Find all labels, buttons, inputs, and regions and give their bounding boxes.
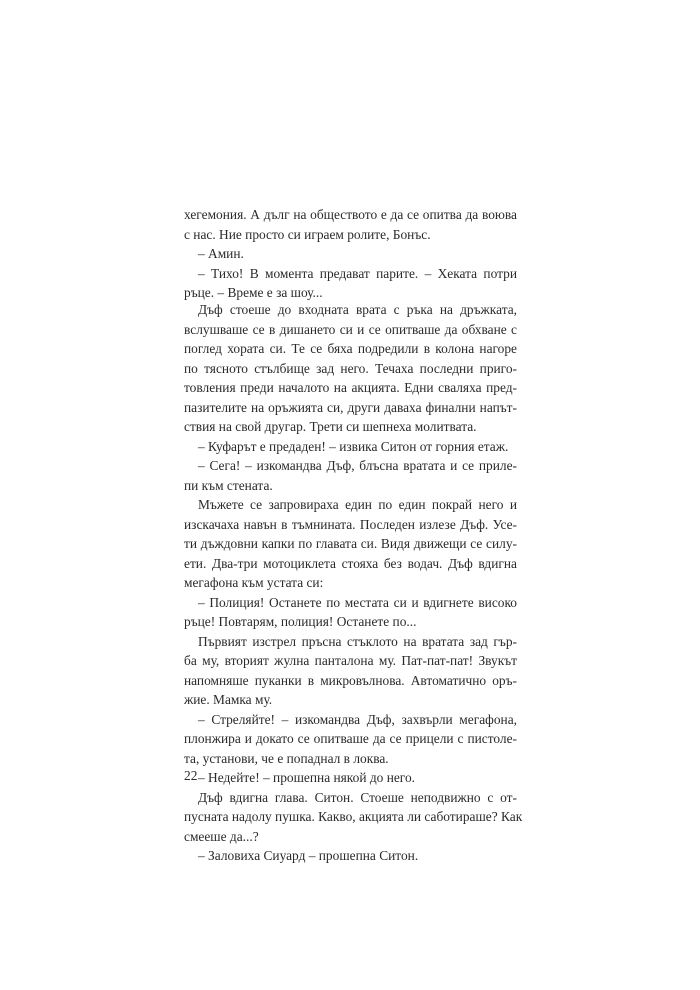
text-line: Дъф стоеше до входната врата с ръка на дръжката, <box>198 302 517 317</box>
text-line: ствия на свой другар. Трети си шепнеха молитвата. <box>184 419 477 434</box>
text-line: – Заловиха Сиуард – прошепна Ситон. <box>198 848 419 863</box>
text-line: – Стреляйте! – изкомандва Дъф, захвърли мегафона, <box>198 711 517 727</box>
text-line: Мъжете се запровираха един по един покрай него и <box>198 497 517 512</box>
text-line: пусната надолу пушка. Какво, акцията ли саботираше? Как <box>184 809 523 824</box>
text-line: плонжира и докато се опитваше да се прицели с пистоле- <box>184 731 517 746</box>
text-line: смееше да...? <box>184 828 259 844</box>
text-block-main <box>184 300 523 866</box>
text-line: Дъф вдигна глава. Ситон. Стоеше неподвижно с от- <box>198 789 517 805</box>
text-line: – Полиция! Останете по местата си и вдигнете високо <box>198 594 517 610</box>
text-line: товления преди началото на акцията. Едни сваляха пред- <box>184 380 517 395</box>
text-line: жие. Мамка му. <box>184 692 273 707</box>
text-line: напомняше пуканки в микровълнова. Автоматично оръ- <box>184 672 517 688</box>
text-line: вслушваше се в дишането си и се опитваше да обхване с <box>184 321 517 337</box>
text-line: ба му, вторият жулна панталона му. Пат-пат-пат! Звукът <box>184 653 517 668</box>
text-line: с нас. Ние просто си играем ролите, Бонъс. <box>184 226 431 242</box>
page-number: 22 <box>184 768 198 783</box>
text-block-intro <box>184 205 517 303</box>
text-line: – Недейте! – прошепна някой до него. <box>198 770 416 785</box>
text-line: ти дъждовни капки по главата си. Видя движещи се силу- <box>184 536 517 551</box>
text-line: та, установи, че е попаднал в локва. <box>184 750 389 766</box>
text-line: – Куфарът е предаден! – извика Ситон от горния етаж. <box>198 438 509 454</box>
text-line: – Сега! – изкомандва Дъф, блъсна вратата и се прилe- <box>198 458 517 473</box>
text-line: – Амин. <box>198 246 244 261</box>
text-line: пазителите на оръжията си, други даваха финални напът- <box>184 399 517 415</box>
text-line: поглед хората си. Те се бяха подредили в колона нагоре <box>184 341 517 356</box>
text-line: ръце. – Време е за шоу... <box>184 285 323 300</box>
text-line: хегемония. А дълг на обществото е да се опитва да воюва <box>184 207 517 222</box>
text-line: мегафона към устата си: <box>184 575 324 590</box>
text-line: изскачаха навън в тъмнината. Последен излезе Дъф. Усе- <box>184 516 517 532</box>
text-line: пи към стената. <box>184 477 273 493</box>
text-line: – Тихо! В момента предават парите. – Хеката потри <box>198 265 517 281</box>
text-line: по тясното стълбище зад него. Течаха последни приго- <box>184 360 517 376</box>
text-line: ети. Два-три мотоциклета стояха без водач. Дъф вдигна <box>184 555 517 571</box>
text-line: Първият изстрел пръсна стъклото на вратата зад гър- <box>198 633 517 649</box>
text-line: ръце! Повтарям, полиция! Останете по... <box>184 614 417 629</box>
